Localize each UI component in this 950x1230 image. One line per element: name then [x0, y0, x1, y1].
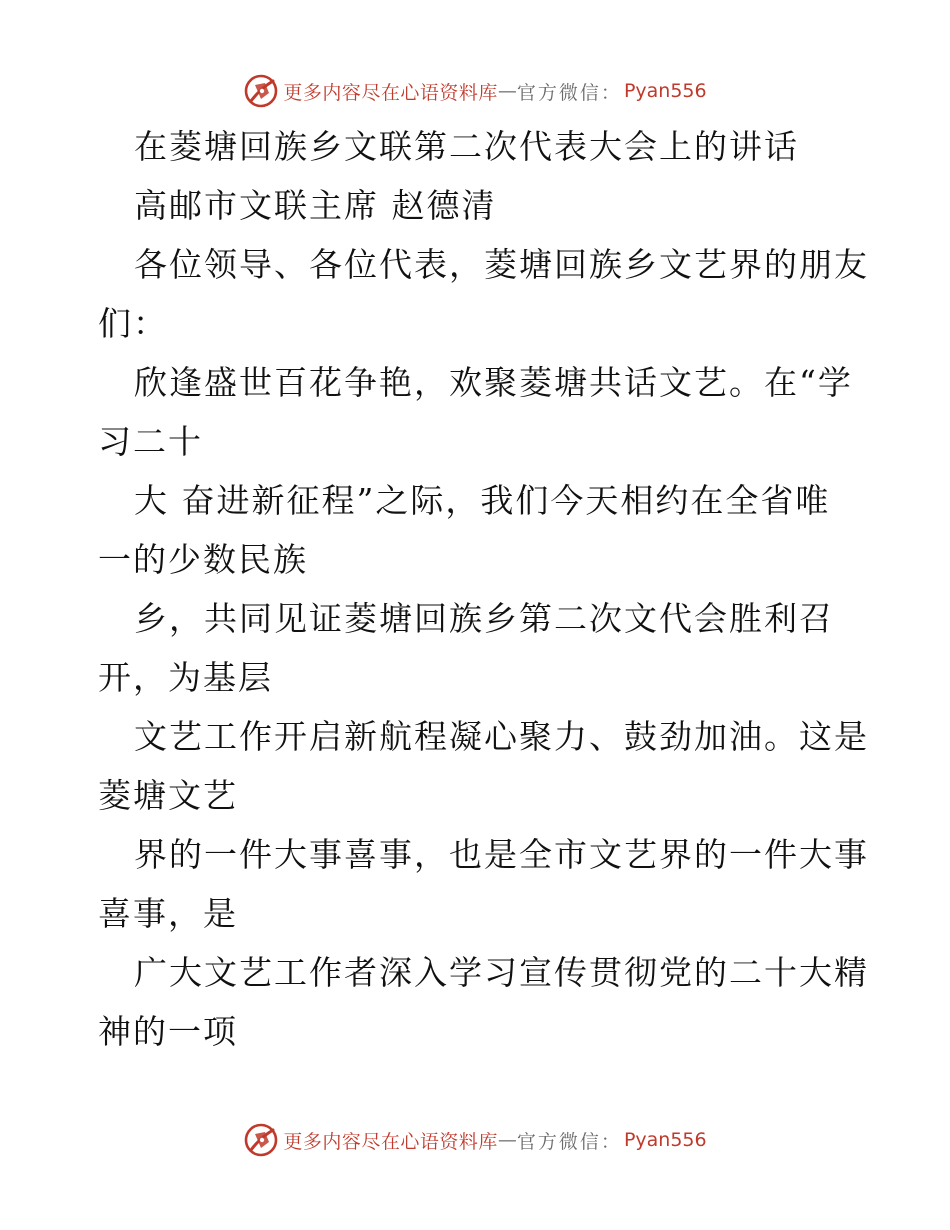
doc-line: 习二十: [98, 422, 203, 461]
banner-wechat-id: Pyan556: [623, 1129, 707, 1151]
doc-line: 各位领导、各位代表，菱塘回族乡文艺界的朋友: [134, 245, 869, 284]
doc-line: 界的一件大事喜事，也是全市文艺界的一件大事: [134, 835, 869, 874]
pen-nib-logo-icon: [243, 73, 279, 109]
doc-line: 一的少数民族: [98, 540, 308, 579]
doc-line: 大 奋进新征程”之际，我们今天相约在全省唯: [134, 481, 831, 520]
doc-title: 在菱塘回族乡文联第二次代表大会上的讲话: [134, 127, 799, 166]
banner-dash: —: [497, 80, 517, 102]
footer-banner: [0, 1120, 950, 1160]
doc-line: 喜事，是: [98, 894, 238, 933]
doc-line: 广大文艺工作者深入学习宣传贯彻党的二十大精: [134, 953, 869, 992]
banner-label: 官方微信：: [516, 1130, 622, 1153]
banner-wechat-id: Pyan556: [623, 80, 707, 102]
doc-line: 文艺工作开启新航程凝心聚力、鼓劲加油。这是: [134, 717, 869, 756]
doc-author: 高邮市文联主席 赵德清: [134, 186, 497, 225]
header-banner: [0, 71, 950, 111]
banner-main-text: 更多内容尽在心语资料库: [283, 81, 498, 104]
doc-line: 神的一项: [98, 1012, 238, 1051]
pen-nib-logo-icon: [243, 1122, 279, 1158]
doc-line: 开，为基层: [98, 658, 273, 697]
doc-line: 乡，共同见证菱塘回族乡第二次文代会胜利召: [134, 599, 834, 638]
doc-line: 们：: [98, 304, 168, 343]
banner-label: 官方微信：: [516, 81, 622, 104]
banner-dash: —: [497, 1129, 517, 1151]
doc-line: 菱塘文艺: [98, 776, 238, 815]
banner-main-text: 更多内容尽在心语资料库: [283, 1130, 498, 1153]
doc-line: 欣逢盛世百花争艳，欢聚菱塘共话文艺。在“学: [134, 363, 853, 402]
